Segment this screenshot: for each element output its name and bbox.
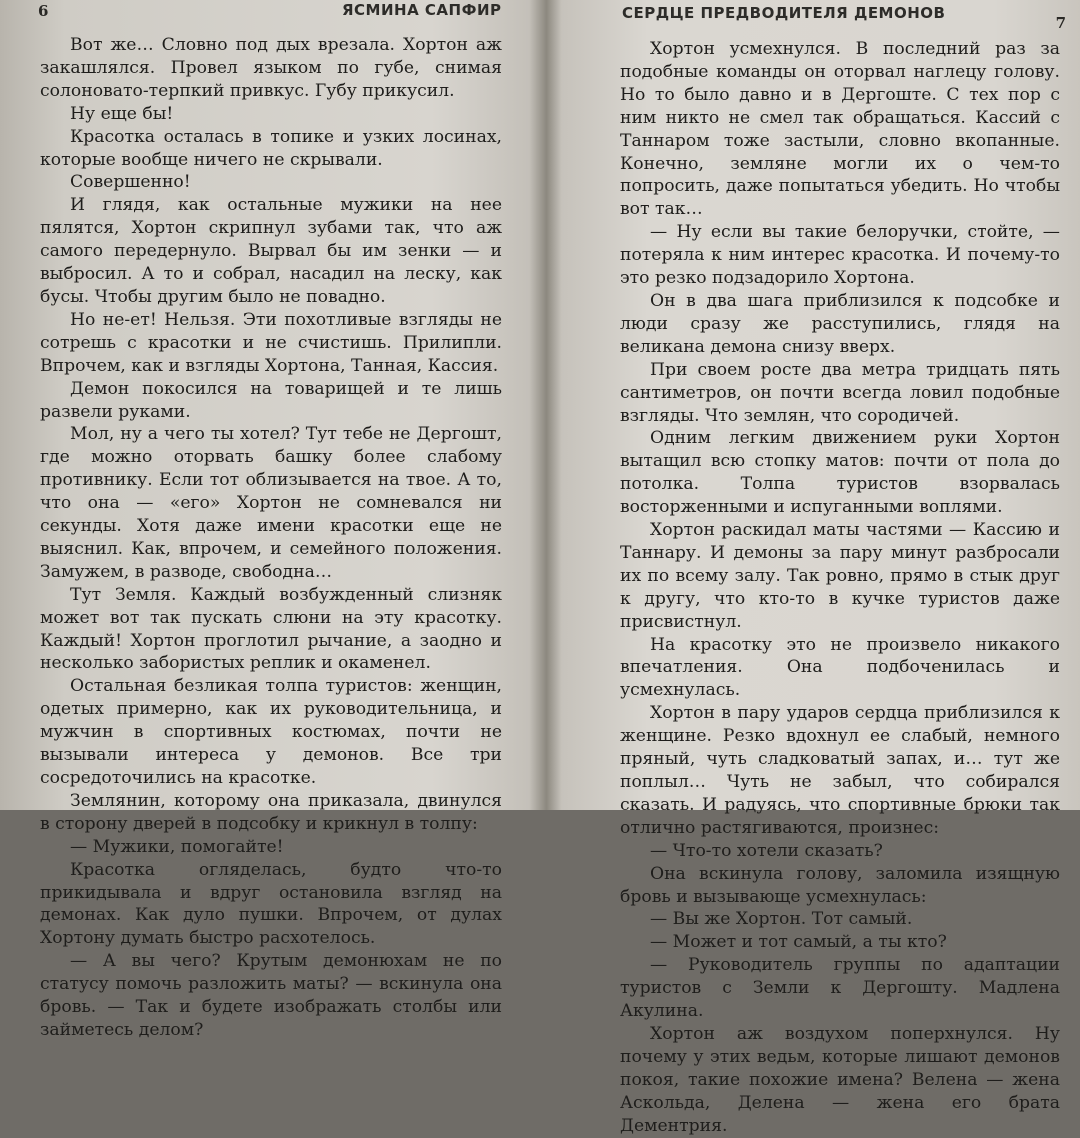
paragraph: Красотка осталась в топике и узких лосинах, которые вообще ничего не скрывали. bbox=[40, 126, 502, 170]
paragraph: Он в два шага приблизился к подсобке и люди сразу же расступились, глядя на великана демона снизу вверх. bbox=[620, 290, 1060, 357]
paragraph: Демон покосился на товарищей и те лишь развели руками. bbox=[40, 378, 502, 422]
paragraph: — Вы же Хортон. Тот самый. bbox=[650, 909, 913, 930]
paragraph: Она вскинула голову, заломила изящную бровь и вызывающе усмехнулась: bbox=[620, 863, 1060, 907]
paragraph: — Мужики, помогайте! bbox=[70, 836, 284, 857]
paragraph: Но не-ет! Нельзя. Эти похотливые взгляды не сотрешь с красотки и не счистишь. Прилипли. Впрочем, как и взгляды Хортона, Танная, Кассия. bbox=[40, 309, 502, 376]
paragraph: Одним легким движением руки Хортон вытащил всю стопку матов: почти от пола до потолка. Толпа туристов взорвалась восторженными и испуганными воплями. bbox=[620, 428, 1060, 518]
paragraph: Ну еще бы! bbox=[70, 103, 174, 124]
paragraph: Красотка огляделась, будто что-то прикидывала и вдруг остановила взгляд на демонах. Как дуло пушки. Впрочем, от дулах Хортону думать быстро расхотелось. bbox=[40, 859, 502, 949]
paragraph: — Что-то хотели сказать? bbox=[650, 840, 883, 861]
paragraph: Совершенно! bbox=[70, 172, 191, 193]
paragraph: Хортон в пару ударов сердца приблизился к женщине. Резко вдохнул ее слабый, немного пряный, чуть сладковатый запах, и… тут же поплыл… Чуть не забыл, что собирался сказать. И радуясь, что спортивные брюки так отлично растягиваются, произнес: bbox=[620, 703, 1060, 838]
paragraph: При своем росте два метра тридцать пять сантиметров, он почти всегда ловил подобные взгляды. Что землян, что сородичей. bbox=[620, 359, 1060, 426]
running-head-title: СЕРДЦЕ ПРЕДВОДИТЕЛЯ ДЕМОНОВ bbox=[622, 4, 946, 22]
paragraph: И глядя, как остальные мужики на нее пялятся, Хортон скрипнул зубами так, что аж самого передернуло. Вырвал бы им зенки — и выбросил. А то и собрал, насадил на леску, как бусы. Чтобы другим было не повадно. bbox=[40, 195, 502, 307]
left-page-body bbox=[40, 34, 502, 1042]
page-number-right: 7 bbox=[1055, 14, 1066, 32]
paragraph: — А вы чего? Крутым демонюхам не по статусу помочь разложить маты? — вскинула она бровь. — Так и будете изображать столбы или займетесь делом? bbox=[40, 951, 502, 1040]
paragraph: Хортон раскидал маты частями — Кассию и Таннару. И демоны за пару минут разбросали их по всему залу. Так ровно, прямо в стык друг к другу, что кто-то в кучке туристов даже присвистнул. bbox=[620, 520, 1060, 632]
right-page-body bbox=[620, 38, 1060, 1138]
paragraph: Тут Земля. Каждый возбужденный слизняк может вот так пускать слюни на эту красотку. Каждый! Хортон проглотил рычание, а заодно и несколько забористых реплик и окаменел. bbox=[40, 584, 502, 674]
paragraph: Хортон усмехнулся. В последний раз за подобные команды он оторвал наглецу голову. Но то было давно и в Дергоште. С тех пор с ним никто не смел так обращаться. Кассий с Таннаром тоже застыли, словно вкопанные. Конечно, земляне могли их о чем-то попросить, даже попытаться убедить. Но чтобы вот так… bbox=[620, 39, 1060, 220]
paragraph: Вот же… Словно под дых врезала. Хортон аж закашлялся. Провел языком по губе, снимая солоновато-терпкий привкус. Губу прикусил. bbox=[40, 35, 502, 101]
paragraph: — Может и тот самый, а ты кто? bbox=[650, 932, 947, 953]
page-number-left: 6 bbox=[38, 2, 49, 20]
running-head-author: ЯСМИНА САПФИР bbox=[342, 1, 502, 19]
paragraph: На красотку это не произвело никакого впечатления. Она подбоченилась и усмехнулась. bbox=[620, 634, 1060, 701]
paragraph: Хортон аж воздухом поперхнулся. Ну почему у этих ведьм, которые лишают демонов покоя, такие похожие имена? Велена — жена Аскольда, Делена — жена его брата Дементрия. bbox=[620, 1023, 1060, 1136]
left-page bbox=[0, 0, 540, 1040]
paragraph: Землянин, которому она приказала, двинулся в сторону дверей в подсобку и крикнул в толпу: bbox=[40, 790, 502, 834]
right-page bbox=[556, 0, 1080, 1136]
paragraph: Мол, ну а чего ты хотел? Тут тебе не Дергошт, где можно оторвать башку более слабому противнику. Если тот облизывается на твое. А то, что она — «его» Хортон не сомневался ни секунды. Хотя даже имени красотки еще не выяснил. Как, впрочем, и семейного положения. Замужем, в разводе, свободна… bbox=[40, 424, 502, 582]
paragraph: — Руководитель группы по адаптации туристов с Земли к Дергошту. Мадлена Акулина. bbox=[620, 955, 1060, 1022]
paragraph: Остальная безликая толпа туристов: женщин, одетых примерно, как их руководительница, и мужчин в спортивных костюмах, почти не вызывали интереса у демонов. Все три сосредоточились на красотке. bbox=[40, 676, 502, 788]
paragraph: — Ну если вы такие белоручки, стойте, — потеряла к ним интерес красотка. И почему-то это резко подзадорило Хортона. bbox=[620, 222, 1060, 289]
